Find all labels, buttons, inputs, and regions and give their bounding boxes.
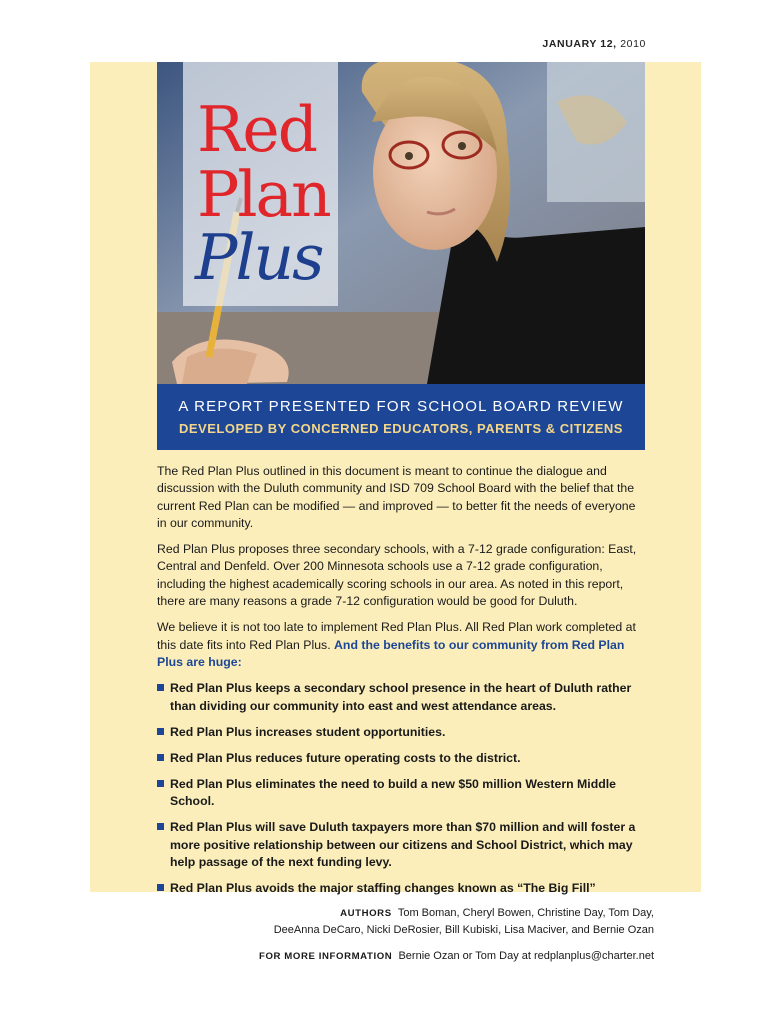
benefit-text: Red Plan Plus keeps a secondary school presence in the heart of Duluth rather than dividing our community into east and west attendance areas. [170,681,632,713]
authors-line-1 [184,905,654,922]
benefit-item [157,724,637,741]
intro-paragraph: The Red Plan Plus outlined in this document is meant to continue the dialogue and discussion with the Duluth community and ISD 709 School Board with the belief that the current Red Plan can be modified — and improved — to better fit the needs of everyone in our community. [157,464,636,530]
bullet-square-icon [157,780,164,787]
benefit-item [157,819,637,871]
benefit-text: Red Plan Plus eliminates the need to build a new $50 million Western Middle School. [170,776,616,809]
bullet-square-icon [157,884,164,891]
hero-photo [157,62,645,384]
title-word-red: Red [197,93,317,166]
benefits-list [157,680,637,897]
benefits-intro-paragraph [157,619,637,671]
authors-names-1: Tom Boman, Cheryl Bowen, Christine Day, Tom Day, [397,907,654,919]
benefit-text: Red Plan Plus avoids the major staffing changes known as “The Big Fill” [170,880,596,895]
benefits-intro-text: We believe it is not too late to implement Red Plan Plus. All Red Plan work completed at this date fits into Red Plan Plus. [157,620,636,652]
report-banner [157,384,645,450]
benefits-intro-emphasis: And the benefits to our community from Red Plan Plus are huge: [157,637,625,669]
benefit-item [157,776,637,811]
date-month-day: JANUARY 12, [542,38,617,50]
report-body [157,463,637,906]
benefit-text: Red Plan Plus reduces future operating costs to the district. [170,750,521,765]
title-word-plan: Plan [197,158,330,231]
more-info-line [184,948,654,965]
bullet-square-icon [157,823,164,830]
benefit-item [157,680,637,715]
more-info-label: FOR MORE INFORMATION [258,951,393,962]
document-date [542,38,646,50]
date-year: 2010 [620,38,646,50]
bullet-square-icon [157,684,164,691]
title-word-plus: Plus [195,221,323,294]
proposal-paragraph: Red Plan Plus proposes three secondary schools, with a 7-12 grade configuration: East, Central and Denfeld. Over 200 Minnesota schools use a 7-12 grade configuration, including the highest academically scoring schools in our area. As noted in this report, there are many reasons a grade 7-12 configuration would be good for Duluth. [157,542,637,609]
benefit-text: Red Plan Plus will save Duluth taxpayers more than $70 million and will foster a more positive relationship between our citizens and School District, which may help passage of the next funding levy. [170,820,636,869]
authors-names-2: DeeAnna DeCaro, Nicki DeRosier, Bill Kubiski, Lisa Maciver, and Bernie Ozan [273,924,654,936]
benefit-item [157,880,637,897]
benefit-item [157,750,637,767]
bullet-square-icon [157,728,164,735]
banner-heading: A REPORT PRESENTED FOR SCHOOL BOARD REVIEW [178,398,624,415]
credits-block [184,905,654,965]
bullet-square-icon [157,754,164,761]
authors-label: AUTHORS [340,908,392,919]
banner-subheading: DEVELOPED BY CONCERNED EDUCATORS, PARENTS & CITIZENS [179,421,623,436]
benefit-text: Red Plan Plus increases student opportunities. [170,724,446,739]
more-info-contact: Bernie Ozan or Tom Day at redplanplus@charter.net [398,950,654,962]
